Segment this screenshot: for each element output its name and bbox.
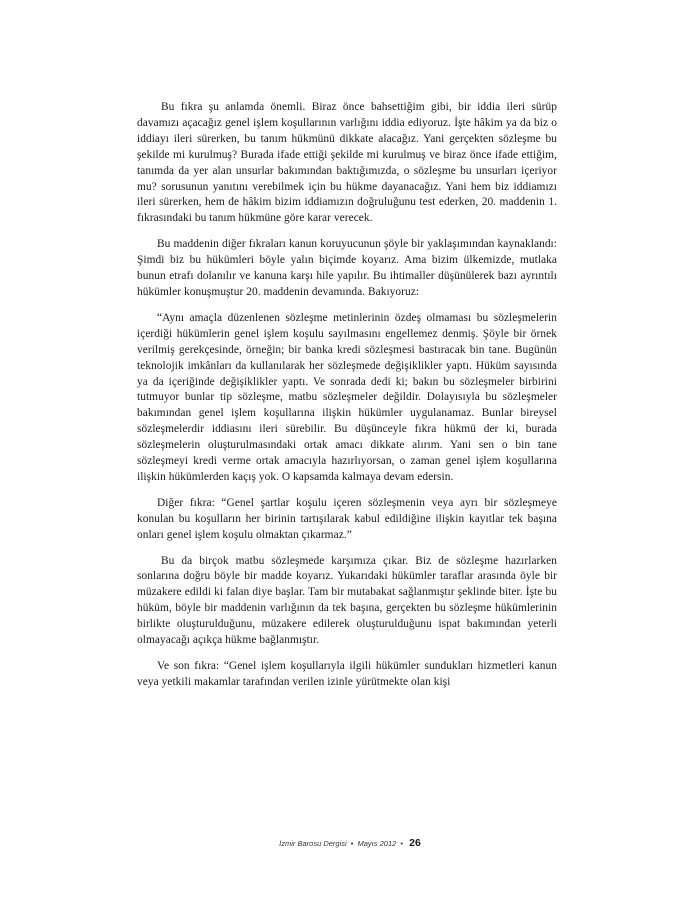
paragraph-2: Bu maddenin diğer fıkraları kanun koruyucunun şöyle bir yaklaşımından kaynaklandı: Şimdi biz bu hükümleri böyle yalın biçimde koyarız. Ama bizim ülkemizde, mutlaka bunun etrafı dolanılır ve kanuna karşı hile yapılır. Bu ihtimaller düşünülerek bazı ayrıntılı hükümler konuşmuştur 20. maddenin devamında. Bakıyoruz: [137, 238, 557, 298]
footer-separator: • [350, 839, 354, 848]
issue-date: Mayıs 2012 [357, 839, 397, 848]
paragraph-3-quote: “Aynı amaçla düzenlenen sözleşme metinlerinin özdeş olmaması bu sözleşmelerin içerdiği hükümlerin genel işlem koşulu sayılmasını engellemez denmiş. Şöyle bir örnek verilmiş gerekçesinde, örneğin; bir banka kredi sözleşmesi bastıracak bin tane. Bugünün teknolojik imkânları da kullanılarak her sözleşmede değişiklikler yaptı. Hüküm sayısında ya da içeriğinde değişiklikler yaptı. Ve sonrada dedi ki; bakın bu sözleşmeler birbirini tutmuyor bunlar tip sözleşme, matbu sözleşmeler değildir. Dolayısıyla bu sözleşmeler bakımından genel işlem koşullarına ilişkin hükümler uygulanamaz. Bunlar bireysel sözleşmelerdir iddiasını ileri sürebilir. Bu düşünceyle fıkra hükmü der ki, burada sözleşmelerin oluşturulmasındaki ortak amacı dikkate alırım. Yani sen o bin tane sözleşmeyi kredi verme ortak amacıyla hazırlıyorsan, o zaman genel işlem koşullarına ilişkin hükümlerden kaçış yok. O kapsamda kalmaya devam edersin. [137, 311, 557, 483]
paragraph-5: Bu da birçok matbu sözleşmede karşımıza çıkar. Biz de sözleşme hazırlarken sonlarına doğru böyle bir madde koyarız. Yukarıdaki hükümler taraflar arasında öyle bir müzakere edildi ki falan diye başlar. Tam bir mutabakat sağlanmıştır şeklinde biter. İşte bu hüküm, böyle bir maddenin varlığının da tek başına, gerçekten bu sözleşme hükümlerinin birlikte oluşturulduğunu, müzakere edilerek oluşturulduğunu ispat bakımından yeterli olmayacağı açıkça hükme bağlanmıştır. [137, 554, 557, 647]
journal-name: İzmir Barosu Dergisi [279, 839, 347, 848]
paragraph-1: Bu fıkra şu anlamda önemli. Biraz önce bahsettiğim gibi, bir iddia ileri sürüp davamızı açacağız genel işlem koşullarının varlığını iddia ediyoruz. İşte hâkim ya da biz o iddiayı ileri sürerken, bu tanım hükmünü dikkate alacağız. Yani gerçekten sözleşme bu şekilde mi kurulmuş? Burada ifade ettiği şekilde mi kurulmuş ve biraz önce ifade ettiğim, tanımda da yer alan unsurlar bakımından baktığımızda, o sözleşme bu unsurları içeriyor mu? sorusunun yanıtını verebilmek için bu hükme dayanacağız. Yani hem biz iddiamızı ileri sürerken, hem de hâkim bizim iddiamızın doğruluğunu test ederken, 20. maddenin 1. fıkrasındaki bu tanım hükmüne göre karar verecek. [137, 101, 557, 225]
paragraph-6: Ve son fıkra: “Genel işlem koşullarıyla ilgili hükümler sundukları hizmetleri kanun veya yetkili makamlar tarafından verilen izinle yürütmekte olan kişi [137, 660, 557, 688]
page-number: 26 [409, 837, 421, 849]
paragraph-4: Diğer fıkra: “Genel şartlar koşulu içeren sözleşmenin veya ayrı bir sözleşmeye konulan bu koşulların her birinin tartışılarak kabul edildiğine ilişkin kayıtlar tek başına onları genel işlem koşulu olmaktan çıkarmaz.” [137, 496, 557, 541]
page-separator: • [400, 839, 404, 848]
page-footer [0, 837, 700, 849]
body-text [137, 100, 557, 701]
